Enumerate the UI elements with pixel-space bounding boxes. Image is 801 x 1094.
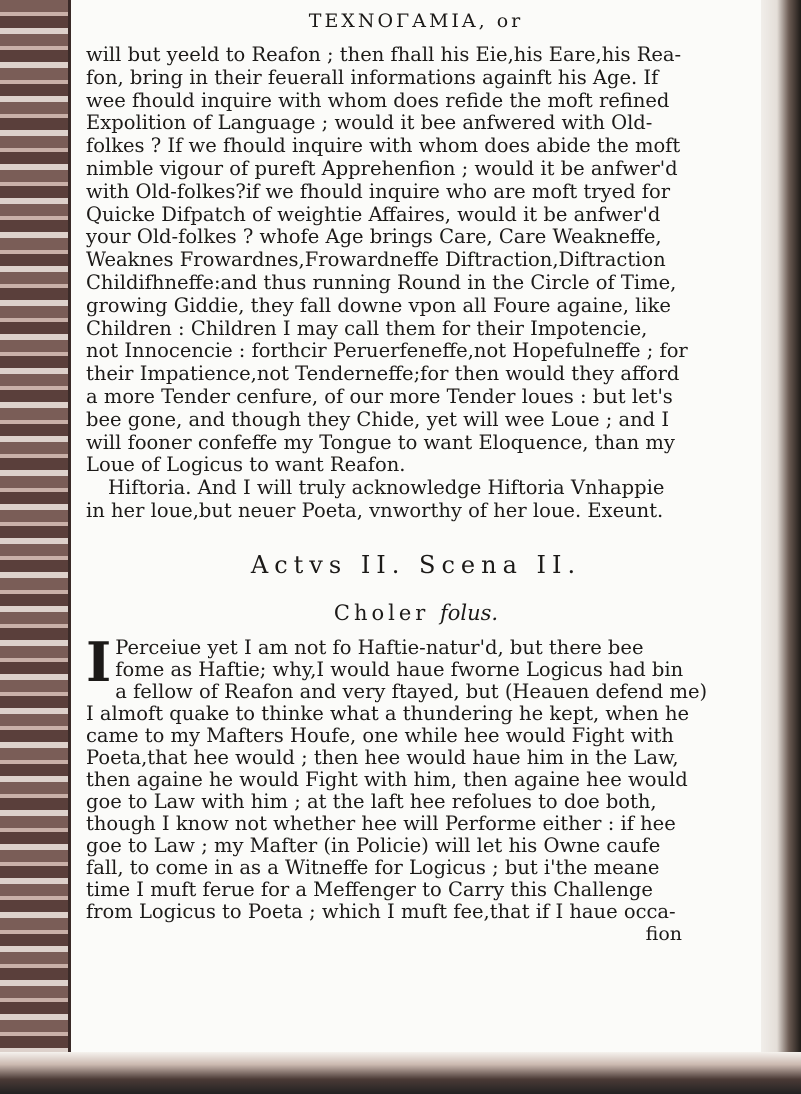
text-line: wee fhould inquire with whom does refide the moft refined	[86, 88, 670, 112]
text-line: Quicke Difpatch of weightie Affaires, would it be anfwer'd	[86, 202, 661, 226]
text-line: came to my Mafters Houfe, one while hee would Fight with	[86, 723, 674, 747]
text-line: then againe he would Fight with him, then againe hee would	[86, 767, 688, 791]
text-line: with Old-folkes?if we fhould inquire who are moft tryed for	[86, 179, 671, 203]
text-line: I almoft quake to thinke what a thundering he kept, when he	[86, 701, 690, 725]
text-line: their Impatience,not Tenderneffe;for then would they afford	[86, 362, 680, 386]
running-head: ΤΕΧΝΟΓΑΜΙΑ, or	[308, 10, 524, 32]
text-line: Expolition of Language ; would it bee anfwered with Old-	[86, 111, 653, 135]
text-line: nimble vigour of pureft Apprehenfion ; would it be anfwer'd	[86, 156, 678, 180]
text-line: goe to Law ; my Mafter (in Policie) will let his Owne caufe	[86, 833, 661, 857]
text-line: though I know not whether hee will Performe either : if hee	[86, 811, 676, 835]
text-line: a more Tender cenfure, of our more Tender loues : but let's	[86, 384, 673, 408]
speaker-heading	[86, 601, 746, 625]
text-line: time I muft ferue for a Meffenger to Carry this Challenge	[86, 877, 653, 901]
speech-paragraph-2	[86, 629, 746, 923]
drop-cap: I	[86, 629, 112, 694]
text-line: from Logicus to Poeta ; which I muft fee,that if I haue occa-	[86, 899, 676, 923]
speaker-name: Choler	[333, 600, 430, 625]
text-line: Children : Children I may call them for their Impotencie,	[86, 316, 648, 340]
text-line-body: Perceiue yet I am not fo Haftie-natur'd, but there bee	[115, 635, 644, 659]
text-line: goe to Law with him ; at the laft hee refolues to doe both,	[86, 789, 657, 813]
text-line: bee gone, and though they Chide, yet will wee Loue ; and I	[86, 407, 670, 431]
text-line: Hiftoria. And I will truly acknowledge Hiftoria Vnhappie	[108, 476, 665, 500]
text-line: Loue of Logicus to want Reafon.	[86, 453, 406, 477]
text-line: fome as Haftie; why,I would haue fworne Logicus had bin	[115, 657, 684, 681]
left-page-edge	[0, 0, 71, 1094]
text-line: a fellow of Reafon and very ftayed, but (Heauen defend me)	[115, 679, 708, 703]
speech-paragraph-1	[86, 44, 746, 523]
text-line: not Innocencie : forthcir Peruerfeneffe,not Hopefulneffe ; for	[86, 339, 688, 363]
text-line: fall, to come in as a Witneffe for Logicus ; but i'the meane	[86, 855, 660, 879]
text-line: fon, bring in their feuerall informations againft his Age. If	[86, 65, 659, 89]
text-line: Weaknes Frowardnes,Frowardneffe Diftraction,Diftraction	[86, 248, 666, 272]
catchword: fion	[645, 922, 682, 945]
text-line: Poeta,that hee would ; then hee would haue him in the Law,	[86, 745, 679, 769]
act-scene-heading: Actvs II. Scena II.	[250, 550, 582, 579]
text-line: will but yeeld to Reafon ; then fhall his Eie,his Eare,his Rea-	[86, 43, 682, 66]
right-page-edge	[761, 0, 801, 1094]
text-line: will fooner confeffe my Tongue to want Eloquence, than my	[86, 430, 675, 454]
text-block	[86, 8, 746, 945]
speaker-note: folus.	[440, 600, 499, 625]
text-line: folkes ? If we fhould inquire with whom does abide the moft	[86, 134, 681, 158]
text-line: Childifhneffe:and thus running Round in the Circle of Time,	[86, 270, 677, 294]
bottom-page-edge	[0, 1052, 801, 1094]
text-line: your Old-folkes ? whofe Age brings Care, Care Weakneffe,	[86, 225, 662, 249]
text-line: growing Giddie, they fall downe vpon all Foure againe, like	[86, 293, 671, 317]
text-line: in her loue,but neuer Poeta, vnworthy of her loue. Exeunt.	[86, 498, 664, 522]
